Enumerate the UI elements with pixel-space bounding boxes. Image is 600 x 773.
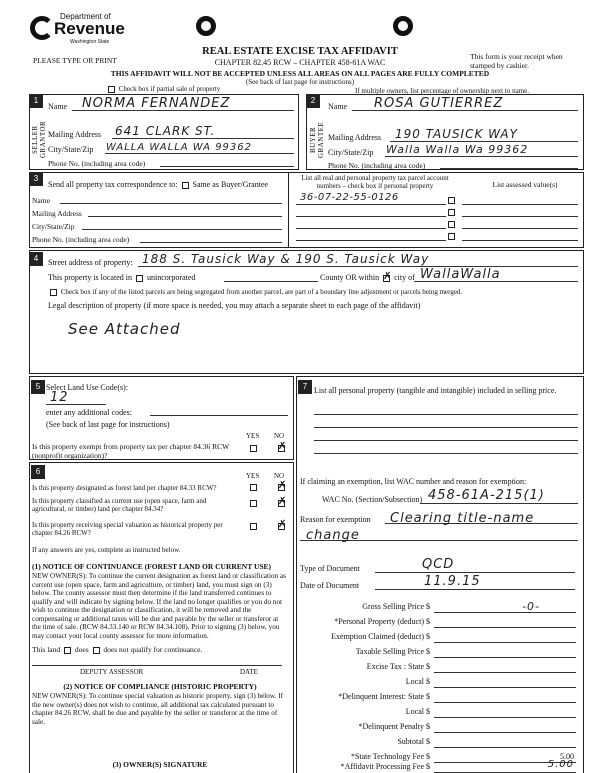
fee-value[interactable]: 5.00 bbox=[547, 759, 574, 770]
send-correspondence-row bbox=[48, 180, 268, 189]
does-qualify-checkbox[interactable] bbox=[64, 647, 71, 654]
section-number-1: 1 bbox=[29, 94, 43, 108]
s5-no-header: NO bbox=[274, 432, 285, 440]
segregated-label: Check box if any of the listed parcels are being segregated from another parcel, are part of a boundary line adjustment or parcels being merged. bbox=[60, 288, 463, 296]
if-yes-instruction: If any answers are yes, complete as instructed below. bbox=[32, 546, 181, 554]
assessed-line bbox=[462, 216, 578, 217]
fee-line bbox=[434, 632, 576, 643]
seller-side-label: SELLER GRANTOR bbox=[31, 120, 47, 159]
land-use-value[interactable]: 12 bbox=[50, 390, 69, 405]
fee-label: Gross Selling Price $ bbox=[362, 602, 430, 611]
doc-date-label: Date of Document bbox=[300, 581, 360, 590]
personal-property-line bbox=[314, 414, 578, 415]
wac-number-label: WAC No. (Section/Subsection) bbox=[322, 495, 423, 504]
qualify-row bbox=[32, 645, 202, 654]
check-mark-icon: ✗ bbox=[278, 441, 287, 452]
personal-property-line bbox=[314, 453, 578, 454]
logo-dept-line1: Department of bbox=[60, 12, 111, 21]
exempt-yes-checkbox[interactable] bbox=[250, 445, 257, 452]
doc-type-line bbox=[375, 572, 575, 573]
logo-dept-line2: Revenue bbox=[54, 19, 125, 38]
buyer-address-line bbox=[390, 141, 578, 142]
corr-city-label: City/State/Zip bbox=[32, 222, 75, 231]
does-label: does bbox=[74, 645, 89, 654]
does-not-qualify-checkbox[interactable] bbox=[93, 647, 100, 654]
seller-city-value[interactable]: WALLA WALLA WA 99362 bbox=[106, 142, 253, 153]
parcel-line bbox=[296, 240, 446, 241]
county-or-label: County OR within bbox=[320, 273, 380, 282]
doc-date-line bbox=[375, 589, 575, 590]
fee-label: *Personal Property (deduct) $ bbox=[334, 617, 430, 626]
seller-name-value[interactable]: NORMA FERNANDEZ bbox=[82, 96, 231, 111]
assessed-line bbox=[462, 228, 578, 229]
notice-continuance-text: NEW OWNER(S): To continue the current designation as forest land or classification as current use (open space, farm and agriculture, or timber) land, you must sign on (3) below. The county assessor must then determine if the land transferred continues to qualify and will indicate by signing below. If the land no longer qualifies or you do not wish to continue the designation or classification, it will be removed and the compensating or additional taxes will be due and payable by the seller or transferor at the time of sale. (RCW 84.33.140 or RCW 84.34.108). Prior to signing (3) below, you may contact your local county assessor for more information. bbox=[32, 572, 286, 640]
fee-value[interactable]: 5.00 bbox=[560, 752, 574, 761]
partial-sale-checkbox[interactable] bbox=[108, 86, 115, 93]
parcel-line bbox=[296, 216, 446, 217]
type-or-print: PLEASE TYPE OR PRINT bbox=[33, 56, 117, 65]
seller-city-label: City/State/Zip bbox=[48, 145, 94, 154]
fee-label: Subtotal $ bbox=[397, 737, 430, 746]
buyer-address-value[interactable]: 190 TAUSICK WAY bbox=[395, 127, 518, 141]
fee-row bbox=[300, 662, 580, 676]
personal-property-checkbox[interactable] bbox=[448, 221, 455, 228]
legal-description-value[interactable]: See Attached bbox=[68, 320, 181, 338]
parcel-line bbox=[296, 228, 446, 229]
personal-property-checkbox[interactable] bbox=[448, 197, 455, 204]
fee-line bbox=[434, 692, 576, 703]
check-mark-icon: ✗ bbox=[383, 270, 392, 282]
buyer-phone-line bbox=[440, 168, 578, 169]
notice-continuance-title: (1) NOTICE OF CONTINUANCE (FOREST LAND OR CURRENT USE) bbox=[32, 562, 272, 571]
assessed-header: List assessed value(s) bbox=[492, 180, 558, 189]
fee-label: Local $ bbox=[405, 707, 430, 716]
exempt-no-checkbox[interactable] bbox=[278, 441, 287, 452]
seller-city-line bbox=[105, 153, 294, 154]
segregated-checkbox[interactable] bbox=[50, 289, 57, 296]
current-use-yes-checkbox[interactable] bbox=[250, 500, 257, 507]
parcel-divider bbox=[288, 172, 289, 248]
notice-compliance-title: (2) NOTICE OF COMPLIANCE (HISTORIC PROPERTY) bbox=[63, 682, 257, 691]
fee-label: *Delinquent Interest: State $ bbox=[338, 692, 430, 701]
fee-label: Excise Tax : State $ bbox=[366, 662, 430, 671]
historic-no-checkbox[interactable] bbox=[278, 519, 287, 530]
section-number-5: 5 bbox=[31, 380, 45, 394]
section-number-6: 6 bbox=[31, 465, 45, 479]
personal-property-line bbox=[314, 440, 578, 441]
same-as-buyer-checkbox[interactable] bbox=[182, 182, 189, 189]
parcel-line bbox=[296, 204, 446, 205]
fee-row bbox=[300, 647, 580, 661]
seller-name-label: Name bbox=[48, 102, 68, 111]
wac-number-line bbox=[420, 503, 578, 504]
additional-codes-line bbox=[150, 415, 288, 416]
forest-no-checkbox[interactable] bbox=[278, 480, 287, 491]
historic-question: Is this property receiving special valuation as historical property per chapter 84.26 RCW? bbox=[32, 521, 223, 537]
punch-hole-left-icon bbox=[196, 16, 216, 36]
partial-sale-row bbox=[106, 85, 220, 93]
fee-row bbox=[300, 759, 580, 773]
exemption-reason-value[interactable]: Clearing title-name change bbox=[306, 511, 535, 543]
land-use-label: Select Land Use Code(s): bbox=[46, 383, 128, 392]
form-chapter: CHAPTER 82.45 RCW – CHAPTER 458-61A WAC bbox=[214, 58, 386, 67]
doc-type-value[interactable]: QCD bbox=[422, 557, 455, 572]
fee-line bbox=[434, 677, 576, 688]
segregated-row bbox=[48, 288, 462, 296]
street-address-line bbox=[138, 266, 578, 267]
buyer-phone-label: Phone No. (including area code) bbox=[328, 161, 426, 170]
fee-line bbox=[434, 737, 576, 748]
s5-yes-header: YES bbox=[246, 432, 260, 440]
send-correspondence-label: Send all property tax correspondence to: bbox=[48, 180, 178, 189]
forest-land-question: Is this property designated as forest land per chapter 84.33 RCW? bbox=[32, 484, 217, 492]
personal-property-checkbox[interactable] bbox=[448, 233, 455, 240]
receipt-notice: This form is your receipt when stamped by cashier. bbox=[470, 52, 563, 70]
property-section bbox=[29, 250, 584, 374]
fee-row bbox=[300, 737, 580, 751]
fee-row bbox=[300, 707, 580, 721]
personal-property-checkbox[interactable] bbox=[448, 209, 455, 216]
current-use-no-checkbox[interactable] bbox=[278, 496, 287, 507]
buyer-side-label: BUYER GRANTEE bbox=[309, 121, 325, 158]
section-number-4: 4 bbox=[29, 252, 43, 266]
fee-row bbox=[300, 632, 580, 646]
form-title: REAL ESTATE EXCISE TAX AFFIDAVIT bbox=[202, 46, 398, 57]
personal-property-line bbox=[314, 427, 578, 428]
fee-line bbox=[434, 617, 576, 628]
buyer-city-line bbox=[385, 156, 578, 157]
see-back-instructions: (See back of last page for instructions) bbox=[245, 78, 355, 86]
fee-line bbox=[434, 602, 576, 613]
section-number-3: 3 bbox=[29, 172, 43, 186]
deputy-assessor-line bbox=[32, 665, 282, 666]
exemption-label: If claiming an exemption, list WAC number and reason for exemption: bbox=[300, 477, 527, 486]
city-of-label: city of bbox=[394, 273, 415, 282]
street-address-value[interactable]: 188 S. Tausick Way & 190 S. Tausick Way bbox=[142, 252, 430, 266]
section-number-2: 2 bbox=[306, 94, 320, 108]
exempt-question: Is this property exempt from property tax per chapter 84.36 RCW (nonprofit organization)? bbox=[32, 442, 230, 460]
fee-line bbox=[434, 647, 576, 658]
corr-name-line bbox=[60, 203, 282, 204]
county-line bbox=[224, 281, 318, 282]
city-within-row bbox=[320, 270, 415, 282]
buyer-name-value[interactable]: ROSA GUTIERREZ bbox=[374, 96, 504, 111]
forest-yes-checkbox[interactable] bbox=[250, 484, 257, 491]
owner-signature-label: (3) OWNER(S) SIGNATURE bbox=[112, 760, 208, 769]
buyer-name-label: Name bbox=[328, 102, 348, 111]
located-in-label: This property is located in bbox=[48, 273, 132, 282]
multiple-owners-note: If multiple owners, list percentage of ownership next to name. bbox=[355, 87, 529, 95]
section-number-7: 7 bbox=[298, 380, 312, 394]
corr-name-label: Name bbox=[32, 196, 50, 205]
does-not-label: does not qualify for continuance. bbox=[103, 645, 203, 654]
fee-label: Taxable Selling Price $ bbox=[355, 647, 430, 656]
unincorporated-label: unincorporated bbox=[146, 273, 196, 282]
form-warning: THIS AFFIDAVIT WILL NOT BE ACCEPTED UNLESS ALL AREAS ON ALL PAGES ARE FULLY COMPLETED bbox=[110, 69, 490, 78]
date-label: DATE bbox=[240, 668, 258, 676]
fee-label: *Delinquent Penalty $ bbox=[358, 722, 430, 731]
exemption-reason-label: Reason for exemption bbox=[300, 515, 371, 524]
fee-label: *Affidavit Processing Fee $ bbox=[340, 762, 430, 771]
seller-phone-label: Phone No. (including area code) bbox=[48, 159, 146, 168]
this-land-label: This land bbox=[32, 645, 61, 654]
check-mark-icon: ✗ bbox=[278, 480, 287, 491]
corr-address-label: Mailing Address bbox=[32, 209, 82, 218]
fee-line bbox=[434, 707, 576, 718]
city-value[interactable]: WallaWalla bbox=[420, 267, 501, 282]
corr-city-line bbox=[82, 229, 282, 230]
fee-row bbox=[300, 722, 580, 736]
fee-label: Exemption Claimed (deduct) $ bbox=[331, 632, 430, 641]
check-mark-icon: ✗ bbox=[278, 496, 287, 507]
unincorporated-checkbox[interactable] bbox=[136, 275, 143, 282]
fee-row bbox=[300, 602, 580, 616]
fee-label: *State Technology Fee $ bbox=[350, 752, 430, 761]
logo-swoosh-icon bbox=[30, 16, 54, 40]
land-use-see-back: (See back of last page for instructions) bbox=[46, 420, 170, 429]
notice-compliance-text: NEW OWNER(S): To continue special valuation as historic property, sign (3) below. If the new owner(s) does not wish to continue, all additional tax calculated pursuant to chapter 84.26 RCW, shall be due and payable by the seller or transferor at the time of sale. bbox=[32, 692, 283, 726]
parcel-header: List all real and personal property tax parcel account numbers – check box if personal property bbox=[301, 174, 449, 190]
street-address-label: Street address of property: bbox=[48, 258, 133, 267]
assessed-line bbox=[462, 204, 578, 205]
assessed-line bbox=[462, 240, 578, 241]
buyer-city-label: City/State/Zip bbox=[328, 148, 374, 157]
property-location-row bbox=[48, 273, 195, 282]
wac-number-value[interactable]: 458-61A-215(1) bbox=[428, 488, 545, 503]
parcel-number-value[interactable]: 36-07-22-55-0126 bbox=[300, 192, 399, 203]
fee-row bbox=[300, 692, 580, 706]
corr-phone-label: Phone No. (including area code) bbox=[32, 235, 130, 244]
s6-yes-header: YES bbox=[246, 472, 260, 480]
partial-sale-label: Check box if partial sale of property bbox=[118, 85, 221, 93]
additional-codes-label: enter any additional codes: bbox=[46, 408, 132, 417]
logo-dept-line3: Washington State bbox=[70, 39, 110, 45]
s6-no-header: NO bbox=[274, 472, 285, 480]
current-use-question: Is this property classified as current use (open space, farm and agricultural, or timber) land per chapter 84.34? bbox=[32, 497, 207, 513]
check-mark-icon: ✗ bbox=[278, 519, 287, 530]
fee-line bbox=[434, 722, 576, 733]
city-of-checkbox[interactable] bbox=[383, 270, 392, 282]
doc-type-label: Type of Document bbox=[300, 564, 360, 573]
same-as-buyer-label: Same as Buyer/Grantee bbox=[192, 180, 269, 189]
doc-date-value[interactable]: 11.9.15 bbox=[424, 574, 481, 589]
buyer-address-label: Mailing Address bbox=[328, 133, 382, 142]
fee-row bbox=[300, 677, 580, 691]
punch-hole-right-icon bbox=[393, 16, 413, 36]
corr-address-line bbox=[88, 216, 282, 217]
historic-yes-checkbox[interactable] bbox=[250, 523, 257, 530]
seller-address-value[interactable]: 641 CLARK ST. bbox=[115, 124, 216, 138]
legal-description-label: Legal description of property (if more space is needed, you may attach a separate sheet to each page of the affidavit) bbox=[48, 301, 421, 310]
deputy-assessor-label: DEPUTY ASSESSOR bbox=[80, 668, 144, 676]
fee-label: Local $ bbox=[405, 677, 430, 686]
dor-logo bbox=[30, 10, 130, 50]
seller-phone-line bbox=[160, 166, 294, 167]
fee-line bbox=[434, 662, 576, 673]
seller-address-label: Mailing Address bbox=[48, 130, 102, 139]
buyer-city-value[interactable]: Walla Walla Wa 99362 bbox=[386, 143, 529, 156]
personal-property-label: List all personal property (tangible and intangible) included in selling price. bbox=[314, 386, 557, 395]
seller-address-line bbox=[112, 138, 294, 139]
fee-row bbox=[300, 617, 580, 631]
fee-value[interactable]: -0- bbox=[522, 600, 540, 613]
corr-phone-line bbox=[140, 242, 282, 243]
